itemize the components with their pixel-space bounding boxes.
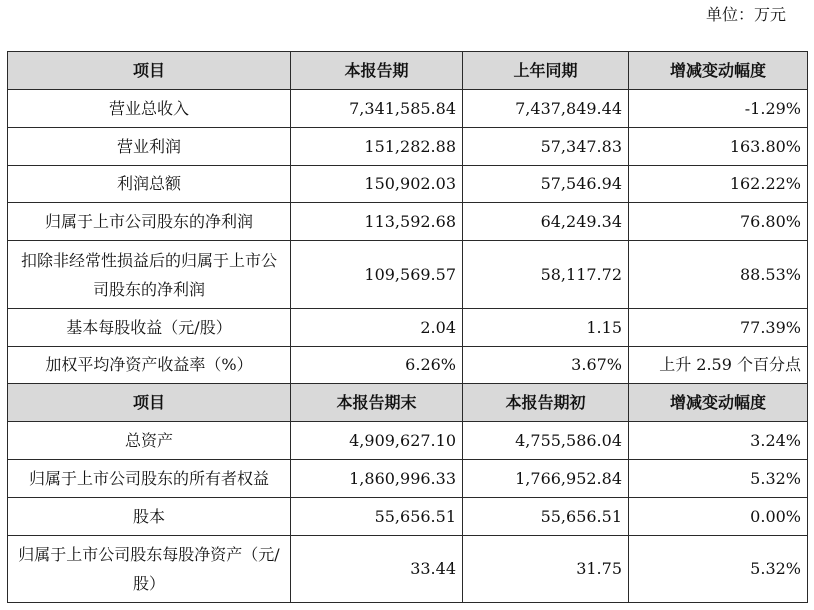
row-label: 营业总收入 [8, 90, 291, 128]
change-value: 3.24% [629, 422, 808, 460]
row-label: 总资产 [8, 422, 291, 460]
prior-value: 57,347.83 [463, 128, 629, 166]
period-end-value: 33.44 [291, 536, 463, 603]
change-value: -1.29% [629, 90, 808, 128]
period-start-value: 1,766,952.84 [463, 460, 629, 498]
table-row [8, 498, 808, 536]
table-header-row [8, 384, 808, 422]
table-row [8, 128, 808, 166]
header-prior-year-period: 上年同期 [463, 52, 629, 90]
row-label: 加权平均净资产收益率（%） [8, 347, 291, 384]
row-label: 股本 [8, 498, 291, 536]
header-item: 项目 [8, 52, 291, 90]
prior-value: 57,546.94 [463, 166, 629, 203]
table-row [8, 460, 808, 498]
period-end-value: 1,860,996.33 [291, 460, 463, 498]
row-label: 归属于上市公司股东的所有者权益 [8, 460, 291, 498]
change-value: 163.80% [629, 128, 808, 166]
table-row [8, 422, 808, 460]
header-period-start: 本报告期初 [463, 384, 629, 422]
change-value: 76.80% [629, 203, 808, 241]
change-value: 5.32% [629, 536, 808, 603]
period-end-value: 55,656.51 [291, 498, 463, 536]
unit-label: 单位：万元 [706, 5, 787, 24]
table-row [8, 309, 808, 347]
current-value: 7,341,585.84 [291, 90, 463, 128]
header-period-end: 本报告期末 [291, 384, 463, 422]
table-row [8, 203, 808, 241]
change-value: 77.39% [629, 309, 808, 347]
prior-value: 1.15 [463, 309, 629, 347]
current-value: 109,569.57 [291, 241, 463, 309]
row-label: 扣除非经常性损益后的归属于上市公司股东的净利润 [8, 241, 291, 309]
header-current-period: 本报告期 [291, 52, 463, 90]
table-row [8, 166, 808, 203]
period-end-value: 4,909,627.10 [291, 422, 463, 460]
table-row [8, 90, 808, 128]
current-value: 2.04 [291, 309, 463, 347]
row-label: 归属于上市公司股东的净利润 [8, 203, 291, 241]
header-change-rate: 增减变动幅度 [629, 384, 808, 422]
prior-value: 64,249.34 [463, 203, 629, 241]
period-start-value: 55,656.51 [463, 498, 629, 536]
change-value: 162.22% [629, 166, 808, 203]
header-change-rate: 增减变动幅度 [629, 52, 808, 90]
financial-summary-table [7, 51, 808, 603]
row-label: 归属于上市公司股东每股净资产（元/股） [8, 536, 291, 603]
table-row [8, 241, 808, 309]
change-value: 5.32% [629, 460, 808, 498]
table-header-row [8, 52, 808, 90]
prior-value: 3.67% [463, 347, 629, 384]
table-row [8, 347, 808, 384]
row-label: 基本每股收益（元/股） [8, 309, 291, 347]
period-start-value: 31.75 [463, 536, 629, 603]
current-value: 151,282.88 [291, 128, 463, 166]
current-value: 113,592.68 [291, 203, 463, 241]
header-item: 项目 [8, 384, 291, 422]
prior-value: 58,117.72 [463, 241, 629, 309]
table-row [8, 536, 808, 603]
row-label: 营业利润 [8, 128, 291, 166]
row-label: 利润总额 [8, 166, 291, 203]
change-value: 0.00% [629, 498, 808, 536]
change-value: 88.53% [629, 241, 808, 309]
prior-value: 7,437,849.44 [463, 90, 629, 128]
change-value: 上升 2.59 个百分点 [629, 347, 808, 384]
period-start-value: 4,755,586.04 [463, 422, 629, 460]
current-value: 6.26% [291, 347, 463, 384]
current-value: 150,902.03 [291, 166, 463, 203]
